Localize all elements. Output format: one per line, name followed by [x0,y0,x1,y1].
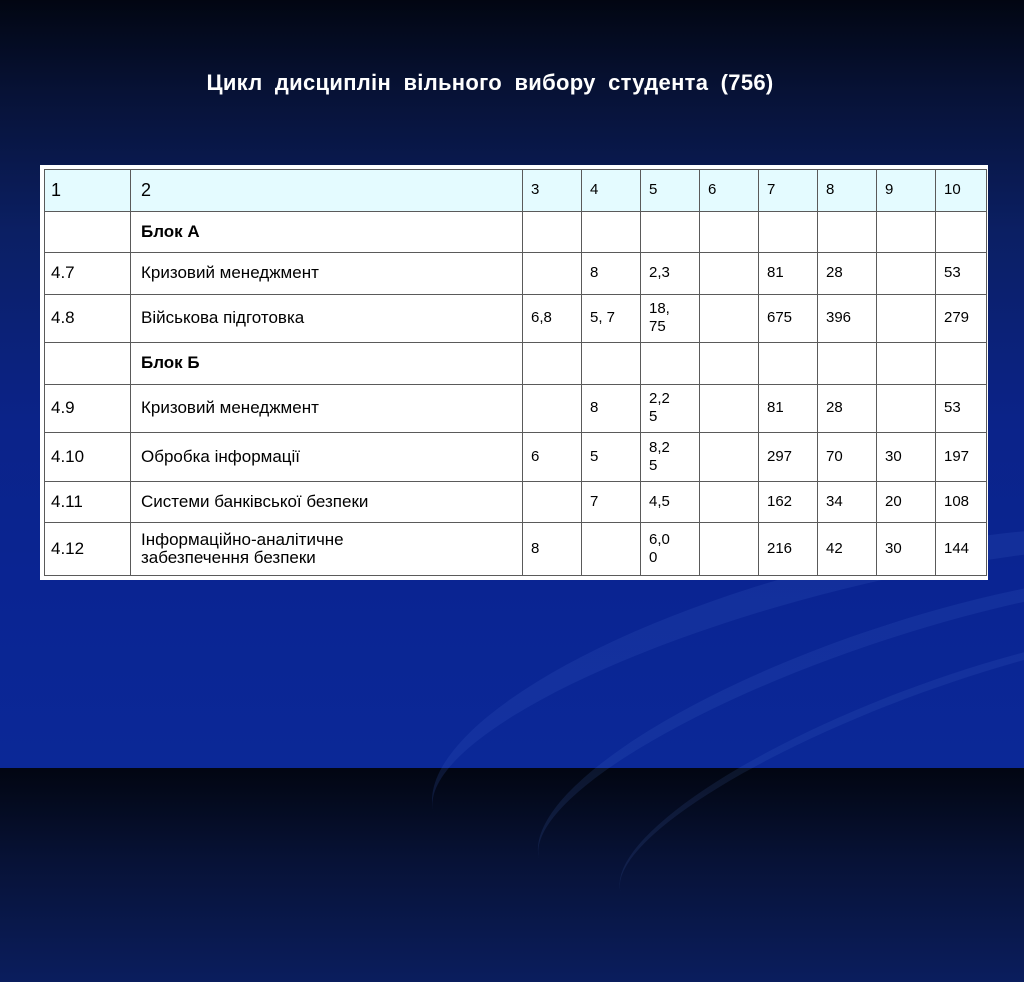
table-row [45,294,987,343]
table-cell [700,481,759,523]
table-cell: 396 [818,294,877,343]
table-cell: 197 [936,433,987,482]
table-cell: 5 [582,433,641,482]
table-cell: 20 [877,481,936,523]
table-cell [877,384,936,433]
table-cell: 8 [582,253,641,295]
table-cell: 6 [523,433,582,482]
table-cell: 30 [877,433,936,482]
table-cell [582,523,641,576]
slide-title: Цикл дисциплін вільного вибору студента (756) [206,70,774,95]
header-cell: 8 [818,170,877,212]
discipline-name: Військова підготовка [131,294,523,343]
table-cell: 144 [936,523,987,576]
discipline-name: Кризовий менеджмент [131,384,523,433]
table-cell [45,211,131,253]
table-cell: 2,3 [641,253,700,295]
header-cell: 10 [936,170,987,212]
row-number: 4.10 [45,433,131,482]
row-number: 4.9 [45,384,131,433]
table-cell [523,211,582,253]
discipline-name: Кризовий менеджмент [131,253,523,295]
table-header-row [45,170,987,212]
table-cell: 28 [818,384,877,433]
background-swoosh [589,566,1024,982]
table-cell [877,211,936,253]
block-label: Блок Б [131,343,523,385]
header-cell: 4 [582,170,641,212]
header-cell: 9 [877,170,936,212]
block-label: Блок А [131,211,523,253]
table-cell: 4,5 [641,481,700,523]
table-cell: 675 [759,294,818,343]
disciplines-table [44,169,987,576]
header-cell: 5 [641,170,700,212]
table-cell: 7 [582,481,641,523]
table-cell [523,343,582,385]
table-cell: 8 [523,523,582,576]
table-cell [700,384,759,433]
table-cell [759,211,818,253]
table-cell [877,343,936,385]
table-cell: 2,2 5 [641,384,700,433]
row-number: 4.12 [45,523,131,576]
table-cell: 162 [759,481,818,523]
table-cell [45,343,131,385]
row-number: 4.7 [45,253,131,295]
table-cell: 30 [877,523,936,576]
table-cell: 34 [818,481,877,523]
table-cell: 81 [759,384,818,433]
header-cell: 6 [700,170,759,212]
header-cell: 3 [523,170,582,212]
table-cell [582,343,641,385]
table-cell: 53 [936,253,987,295]
table-cell: 28 [818,253,877,295]
table-cell [641,343,700,385]
table-cell [936,343,987,385]
table-cell [877,253,936,295]
table-cell [818,211,877,253]
table-cell: 81 [759,253,818,295]
table-cell [936,211,987,253]
table-row [45,433,987,482]
table-cell: 5, 7 [582,294,641,343]
table-cell [818,343,877,385]
table-cell [700,343,759,385]
table-cell [700,294,759,343]
discipline-name: Інформаційно-аналітичне забезпечення безпеки [131,523,523,576]
table-cell [700,253,759,295]
table-cell [582,211,641,253]
table-cell [759,343,818,385]
table-cell [523,384,582,433]
table-cell: 18, 75 [641,294,700,343]
discipline-name: Системи банківської безпеки [131,481,523,523]
header-cell: 2 [131,170,523,212]
table-cell: 53 [936,384,987,433]
header-cell: 1 [45,170,131,212]
table-row [45,343,987,385]
table-cell [700,523,759,576]
table-row [45,253,987,295]
table-row [45,211,987,253]
table-cell: 8,2 5 [641,433,700,482]
table-cell [523,481,582,523]
table-row [45,384,987,433]
table-cell [700,211,759,253]
table-cell [877,294,936,343]
table-cell: 297 [759,433,818,482]
row-number: 4.8 [45,294,131,343]
table-cell: 216 [759,523,818,576]
disciplines-table-container [40,165,988,580]
table-cell: 8 [582,384,641,433]
table-cell: 70 [818,433,877,482]
table-cell: 6,8 [523,294,582,343]
table-cell: 279 [936,294,987,343]
table-cell: 108 [936,481,987,523]
header-cell: 7 [759,170,818,212]
row-number: 4.11 [45,481,131,523]
table-cell [523,253,582,295]
table-cell [700,433,759,482]
table-cell [641,211,700,253]
table-cell: 6,0 0 [641,523,700,576]
discipline-name: Обробка інформації [131,433,523,482]
table-cell: 42 [818,523,877,576]
table-row [45,481,987,523]
table-row [45,523,987,576]
